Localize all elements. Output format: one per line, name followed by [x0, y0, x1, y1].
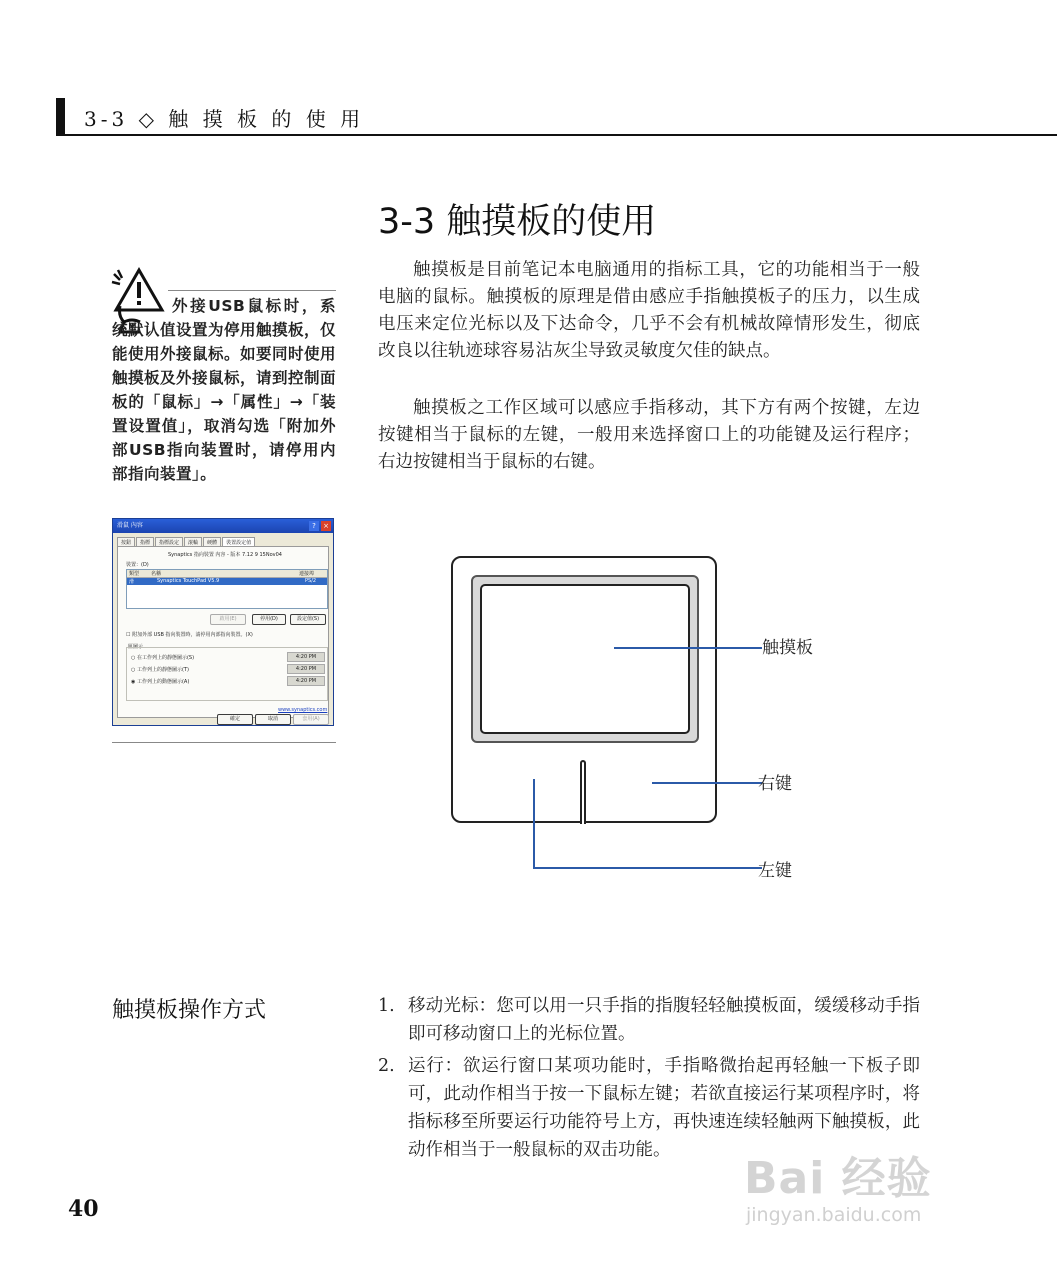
row-port: PS/2 [305, 578, 317, 584]
devices-list-header [127, 570, 327, 578]
apply-button[interactable]: 套用(A) [293, 714, 329, 725]
list-text: 移动光标：您可以用一只手指的指腹轻轻触摸板面，缓缓移动手指即可移动窗口上的光标位置。 [408, 996, 920, 1044]
mouse-properties-dialog [112, 518, 334, 726]
list-number: 1. [378, 996, 395, 1016]
usb-checkbox-label: 附加外部 USB 指向裝置時，請停用內部指向裝置。(X) [132, 632, 253, 638]
right-key-label: 右键 [758, 774, 792, 794]
tab-hardware[interactable]: 硬體 [203, 537, 221, 547]
tab-buttons[interactable]: 按鈕 [117, 537, 135, 547]
left-key-callout-vertical [533, 779, 535, 869]
section-title: 触摸板操作方式 [112, 998, 267, 1023]
settings-button[interactable]: 設定值(S) [290, 614, 326, 625]
option-label: 工作列上的靜態圖示(T) [136, 667, 189, 673]
help-icon[interactable]: ? [309, 521, 319, 531]
button-divider [580, 760, 586, 824]
touchpad-surface [480, 584, 690, 734]
running-header: 3-3 ◇ 触 摸 板 的 使 用 [84, 107, 365, 131]
tab-device-settings[interactable]: 裝置設定值 [222, 537, 255, 547]
tray-preview-1: 4:20 PM [287, 652, 325, 662]
ok-button[interactable]: 確定 [217, 714, 253, 725]
col-name: 名稱 [151, 571, 162, 577]
note-rule [168, 290, 336, 291]
tab-pointer-options[interactable]: 指標設定 [155, 537, 183, 547]
tab-pointers[interactable]: 指標 [136, 537, 154, 547]
header-bar [56, 98, 65, 136]
note-bottom-rule [112, 742, 336, 743]
page-number: 40 [68, 1196, 99, 1222]
tray-icon-group [126, 647, 328, 701]
list-item [378, 992, 920, 1048]
col-port: 連接埠 [299, 571, 315, 577]
tray-group-label: 匣圖示 [128, 644, 144, 650]
right-key-callout-line [652, 782, 762, 784]
col-type: 類型 [129, 571, 140, 577]
row-name: Synaptics TouchPad V5.9 [157, 578, 220, 584]
row-type: 滑 [129, 579, 135, 585]
page-title: 3-3 触摸板的使用 [378, 202, 657, 242]
device-row[interactable] [127, 578, 327, 585]
close-icon[interactable]: × [321, 521, 331, 531]
touchpad-callout-line [614, 647, 762, 649]
baidu-watermark [744, 1142, 932, 1226]
option-label: 在工作列上的靜態圖示(S) [136, 655, 195, 661]
synaptics-link[interactable]: www.synaptics.com [278, 707, 328, 713]
touchpad-label: 触摸板 [762, 638, 813, 658]
watermark-url: jingyan.baidu.com [746, 1204, 922, 1226]
tab-wheel[interactable]: 滾輪 [184, 537, 202, 547]
list-number: 2. [378, 1056, 395, 1076]
devices-list[interactable] [126, 569, 328, 609]
option-animated[interactable]: ◉ 工作列上的動態圖示(A) [131, 679, 190, 685]
dialog-title: 滑鼠 內容 [117, 522, 143, 529]
left-key-callout-horizontal [533, 867, 762, 869]
usb-checkbox[interactable]: ☐ 附加外部 USB 指向裝置時，請停用內部指向裝置。(X) [126, 632, 253, 638]
watermark-brand: Bai 经验 [744, 1153, 932, 1204]
buttons-paragraph: 触摸板之工作区域可以感应手指移动，其下方有两个按键，左边按键相当于鼠标的左键，一般用来选择窗口上的功能键及运行程序；右边按键相当于鼠标的右键。 [378, 398, 920, 472]
usb-mouse-note: 外接USB鼠标时，系统默认值设置为停用触摸板，仅能使用外接鼠标。如要同时使用触摸板及外接鼠标，请到控制面板的「鼠标」→「属性」→「装置设置值」，取消勾选「附加外部USB指向装置时，请停用内部指向装置」。 [112, 297, 337, 483]
left-key-label: 左键 [758, 861, 792, 881]
option-static-1[interactable]: ○ 在工作列上的靜態圖示(S) [131, 655, 195, 661]
option-label: 工作列上的動態圖示(A) [136, 679, 190, 685]
list-text: 运行：欲运行窗口某项功能时，手指略微抬起再轻触一下板子即可，此动作相当于按一下鼠标左键；若欲直接运行某项程序时，将指标移至所要运行功能符号上方，再快速连续轻触两下触摸板，此动作相当于一般鼠标的双击功能。 [408, 1056, 920, 1160]
cancel-button[interactable]: 取消 [255, 714, 291, 725]
disable-button[interactable]: 停用(D) [252, 614, 286, 625]
tray-preview-2: 4:20 PM [287, 664, 325, 674]
option-static-2[interactable]: ○ 工作列上的靜態圖示(T) [131, 667, 189, 673]
version-info: Synaptics 指向裝置 內容 - 版本 7.12 9 15Nov04 [168, 552, 282, 558]
enable-button[interactable]: 啟用(E) [210, 614, 246, 625]
tray-preview-3: 4:20 PM [287, 676, 325, 686]
header-rule [56, 134, 1057, 136]
intro-paragraph: 触摸板是目前笔记本电脑通用的指标工具，它的功能相当于一般电脑的鼠标。触摸板的原理是借由感应手指触摸板子的压力，以生成电压来定位光标以及下达命令，几乎不会有机械故障情形发生，彻底改良以往轨迹球容易沾灰尘导致灵敏度欠佳的缺点。 [378, 260, 920, 361]
dialog-titlebar [113, 519, 333, 533]
device-settings-panel [117, 546, 329, 718]
devices-label: 裝置：(D) [126, 562, 149, 568]
